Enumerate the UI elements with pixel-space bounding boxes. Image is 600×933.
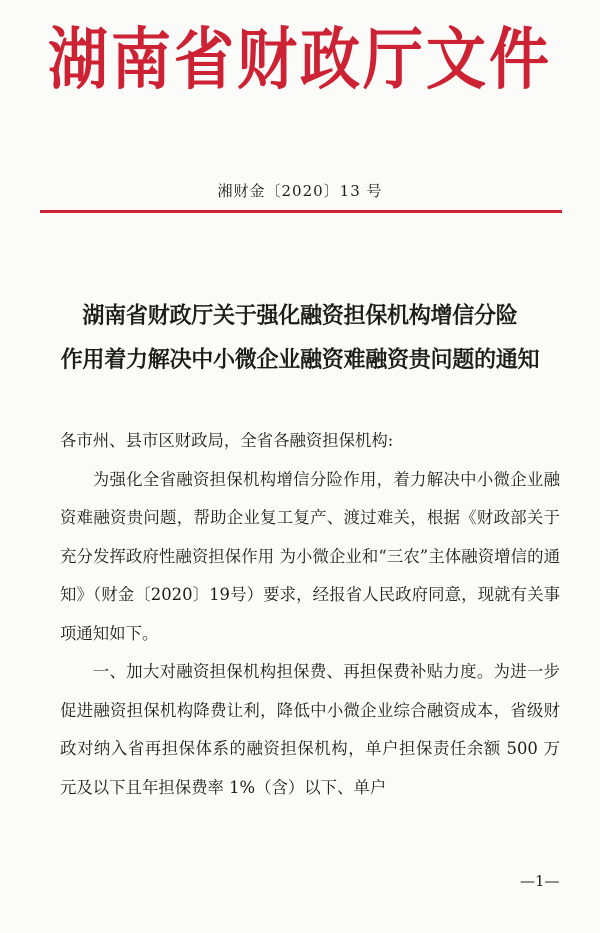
title-line-2: 作用着力解决中小微企业融资难融资贵问题的通知	[60, 347, 540, 373]
paragraph-section-1	[60, 653, 560, 807]
document-number: 湘财金〔2020〕13 号	[217, 182, 383, 200]
document-masthead: 湖南省财政厅文件	[48, 20, 552, 100]
red-divider-line	[40, 210, 562, 213]
paragraph-intro: 为强化全省融资担保机构增信分险作用，着力解决中小微企业融资难融资贵问题，帮助企业复工复产、渡过难关，根据《财政部关于充分发挥政府性融资担保作用 为小微企业和“三农”主体融资增信的通知》（财金〔2020〕19号）要求，经报省人民政府同意，现就有关事项通知如下。	[60, 469, 560, 643]
section-1-heading: 一、加大对融资担保机构担保费、再担保费补贴力度。	[92, 662, 494, 681]
salutation: 各市州、县市区财政局，全省各融资担保机构:	[60, 431, 394, 450]
title-line-1: 湖南省财政厅关于强化融资担保机构增信分险	[82, 303, 518, 329]
section-1-text: 为进一步促进融资担保机构降费让利，降低中小微企业综合融资成本，省级财政对纳入省再担保体系的融资担保机构，单户担保责任余额 500 万元及以下且年担保费率 1%（含）以下、单户	[60, 662, 561, 797]
document-body	[60, 422, 560, 807]
document-title	[28, 294, 572, 382]
page-number: —1—	[520, 872, 560, 890]
